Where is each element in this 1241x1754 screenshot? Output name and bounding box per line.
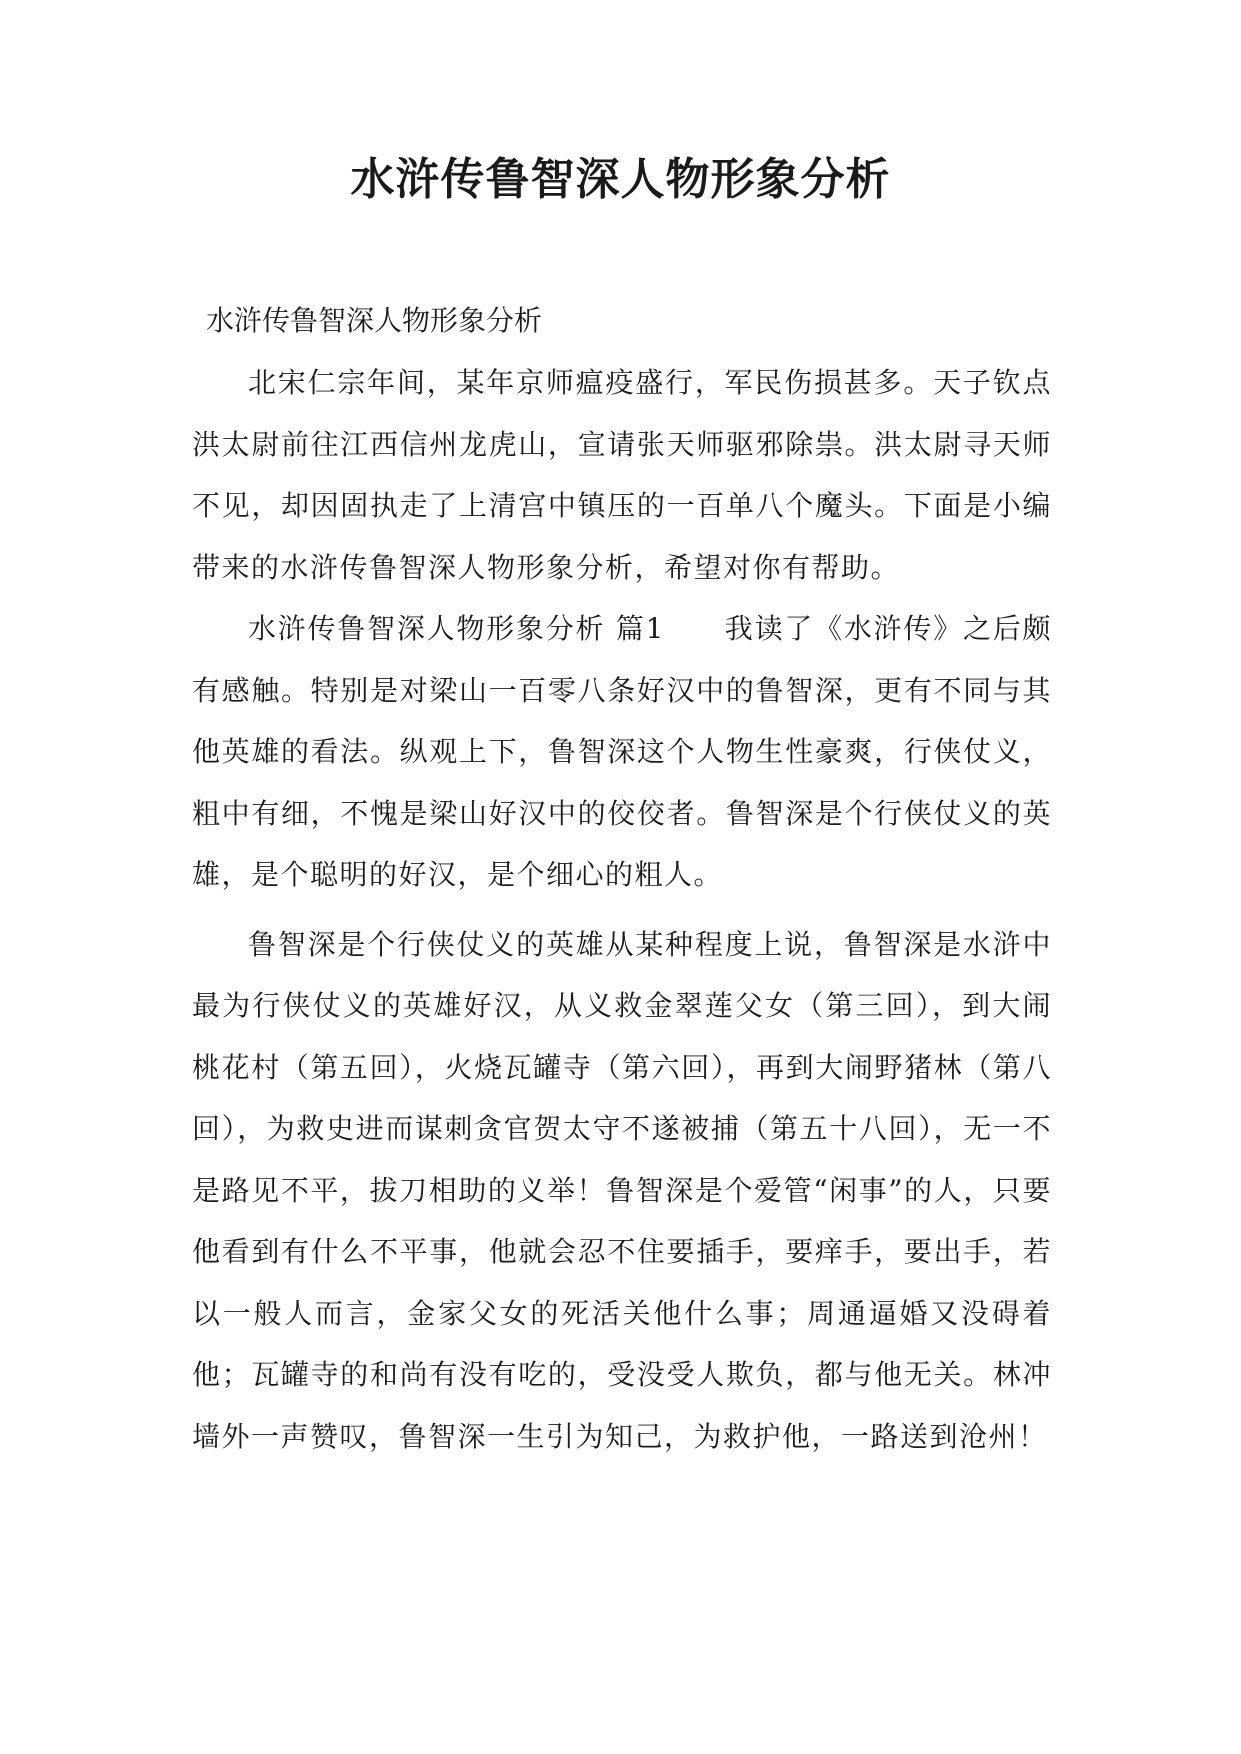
document-subtitle: 水浒传鲁智深人物形象分析	[206, 304, 543, 337]
paragraph-hero: 鲁智深是个行侠仗义的英雄从某种程度上说，鲁智深是水浒中最为行侠仗义的英雄好汉，从义救金翠莲父女（第三回），到大闹桃花村（第五回），火烧瓦罐寺（第六回），再到大闹野猪林（第八回），为救史进而谋刺贪官贺太守不遂被捕（第五十八回），无一不是路见不平，拔刀相助的义举！鲁智深是个爱管“闲事”的人，只要他看到有什么不平事，他就会忍不住要插手，要痒手，要出手，若以一般人而言，金家父女的死活关他什么事；周通逼婚又没碍着他；瓦罐寺的和尚有没有吃的，受没受人欺负，都与他无关。林冲墙外一声赞叹，鲁智深一生引为知己，为救护他，一路送到沧州！	[192, 927, 1052, 1453]
paragraph-intro: 北宋仁宗年间，某年京师瘟疫盛行，军民伤损甚多。天子钦点洪太尉前往江西信州龙虎山，宣请张天师驱邪除祟。洪太尉寻天师不见，却因固执走了上清宫中镇压的一百单八个魔头。下面是小编带来的水浒传鲁智深人物形象分析，希望对你有帮助。	[192, 366, 1052, 584]
document-title: 水浒传鲁智深人物形象分析	[350, 154, 891, 205]
paragraph-part-1: 水浒传鲁智深人物形象分析 篇1 我读了《水浒传》之后颇有感触。特别是对梁山一百零八条好汉中的鲁智深，更有不同与其他英雄的看法。纵观上下，鲁智深这个人物生性豪爽，行侠仗义，粗中有细，不愧是梁山好汉中的佼佼者。鲁智深是个行侠仗义的英雄，是个聪明的好汉，是个细心的粗人。	[192, 612, 1052, 891]
document-body	[192, 290, 1052, 1467]
